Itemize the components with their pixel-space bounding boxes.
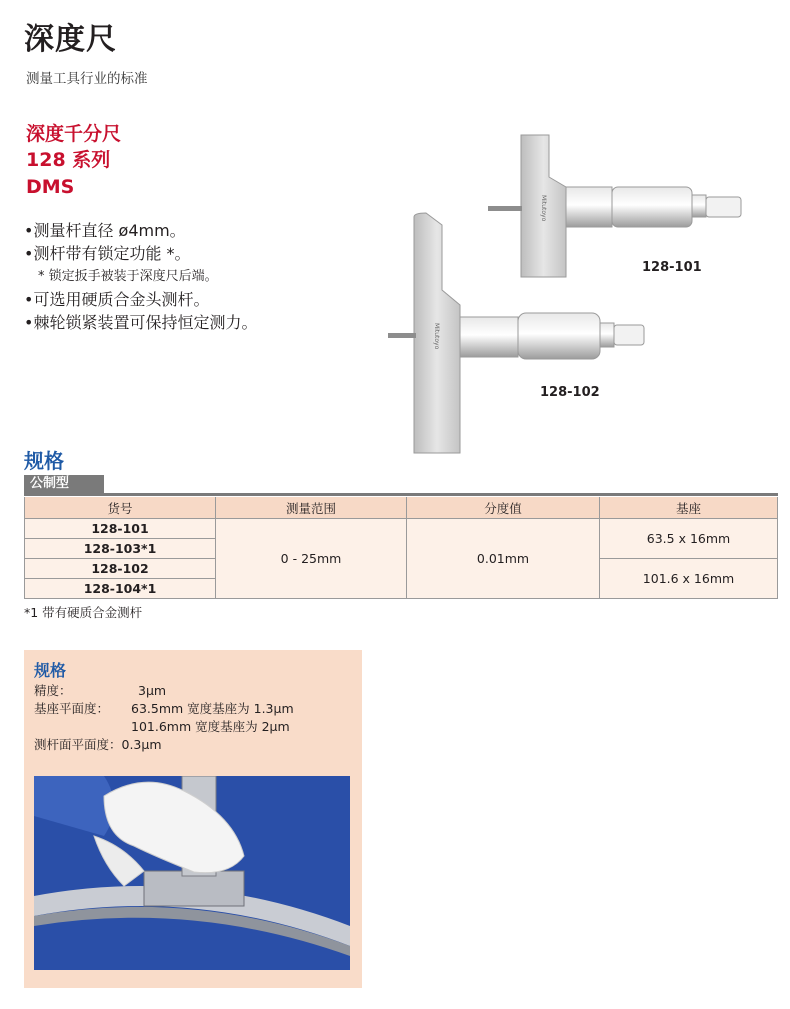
specs-heading: 规格 — [24, 449, 64, 473]
feature-item: •测杆带有锁定功能 *。 — [24, 244, 191, 263]
face-flatness: 测杆面平面度：0.3μm — [34, 737, 162, 752]
product-illustration — [330, 125, 770, 460]
page-subtitle: 测量工具行业的标准 — [26, 71, 148, 87]
table-cell-base: 101.6 x 16mm — [600, 559, 778, 599]
flatness-value-b: 101.6mm 宽度基座为 2μm — [131, 719, 290, 734]
accuracy-label: 精度： — [34, 683, 72, 698]
micrometer-128-101 — [488, 135, 741, 277]
table-cell-code: 128-103*1 — [25, 539, 216, 559]
model-label-128-102: 128-102 — [540, 385, 600, 400]
brand-logo: Mitutoyo — [540, 195, 547, 222]
usage-photo — [34, 776, 350, 970]
col-header: 基座 — [600, 497, 778, 519]
feature-note: * 锁定扳手被装于深度尺后端。 — [38, 269, 218, 284]
table-cell-code: 128-102 — [25, 559, 216, 579]
col-header: 货号 — [25, 497, 216, 519]
spec-box-heading: 规格 — [34, 661, 67, 680]
accuracy-value: 3μm — [138, 683, 167, 698]
feature-item: •测量杆直径 ø4mm。 — [24, 221, 186, 240]
spec-table — [24, 497, 778, 599]
page-title: 深度尺 — [24, 22, 117, 57]
table-cell-base: 63.5 x 16mm — [600, 519, 778, 559]
flatness-value-a: 63.5mm 宽度基座为 1.3μm — [131, 701, 294, 716]
table-cell-resolution: 0.01mm — [407, 519, 600, 599]
table-cell-range: 0 - 25mm — [216, 519, 407, 599]
col-header: 测量范围 — [216, 497, 407, 519]
metric-tab: 公制型 — [24, 475, 104, 493]
table-cell-code: 128-104*1 — [25, 579, 216, 599]
col-header: 分度值 — [407, 497, 600, 519]
tab-rule — [24, 493, 778, 496]
flatness-label: 基座平面度： — [34, 701, 110, 716]
product-code: DMS — [26, 176, 75, 198]
table-footnote: *1 带有硬质合金测杆 — [24, 605, 143, 620]
brand-logo: Mitutoyo — [433, 323, 440, 350]
product-name: 深度千分尺 — [26, 123, 122, 145]
feature-list — [24, 219, 257, 334]
table-cell-code: 128-101 — [25, 519, 216, 539]
feature-item: •可选用硬质合金头测杆。 — [24, 290, 210, 309]
model-label-128-101: 128-101 — [642, 260, 702, 275]
product-series: 128 系列 — [26, 149, 111, 171]
feature-item: •棘轮锁紧装置可保持恒定测力。 — [24, 313, 258, 332]
micrometer-128-102 — [388, 213, 644, 453]
